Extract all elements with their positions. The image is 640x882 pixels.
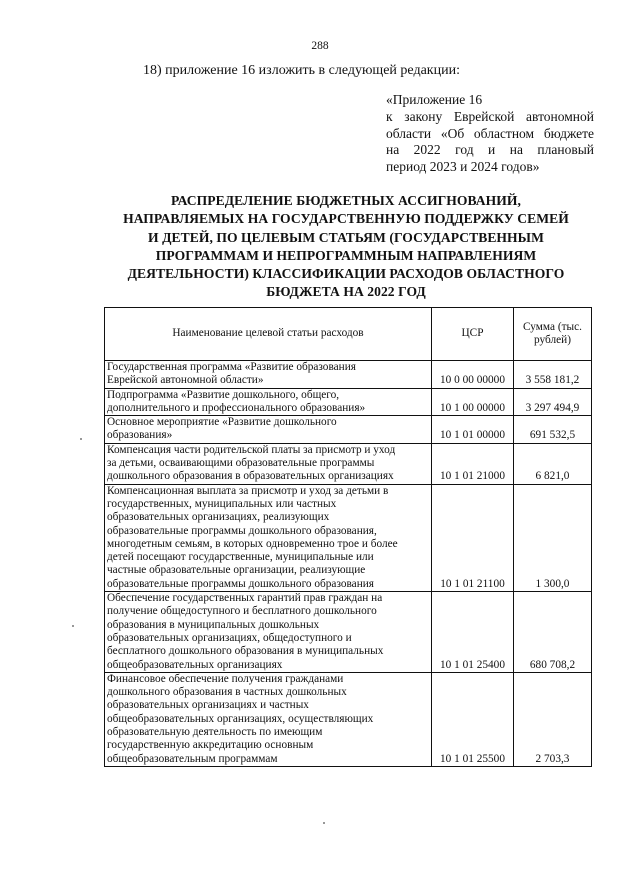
row-name-line: образования»	[107, 429, 173, 442]
table-row	[105, 361, 592, 389]
row-sum: 1 300,0	[514, 484, 592, 591]
row-name-line: общеобразовательным программам	[107, 752, 278, 765]
row-name-line: образовательные программы дошкольного образования	[107, 577, 374, 590]
row-name-line: Государственная программа «Развитие образования	[107, 361, 356, 373]
row-name-line: Компенсационная выплата за присмотр и уход за детьми в	[107, 484, 389, 497]
row-csr: 10 1 00 00000	[432, 388, 514, 416]
row-name-line: Финансовое обеспечение получения гражданами	[107, 672, 344, 685]
row-name	[105, 361, 432, 389]
row-name-line: Еврейской автономной области»	[107, 374, 264, 387]
row-name-line: бесплатного дошкольного образования в муниципальных	[107, 645, 384, 658]
row-name-line: Компенсация части родительской платы за присмотр и уход	[107, 443, 396, 456]
row-name-line: Обеспечение государственных гарантий прав граждан на	[107, 592, 383, 605]
row-name-line: дополнительного и профессионального образования»	[107, 401, 366, 414]
row-name-line: образовательных организациях, реализующих	[107, 511, 330, 524]
row-name	[105, 592, 432, 673]
row-csr: 10 1 01 21000	[432, 443, 514, 484]
table-header-row	[105, 308, 592, 361]
header-csr: ЦСР	[432, 308, 514, 361]
row-name-line: общеобразовательных организациях	[107, 658, 283, 671]
scan-speck	[323, 822, 325, 824]
row-sum: 3 297 494,9	[514, 388, 592, 416]
appendix-line: области «Об областном бюджете	[386, 125, 594, 141]
page-number: 288	[311, 40, 329, 52]
row-name	[105, 484, 432, 591]
budget-table	[104, 307, 592, 767]
row-sum: 6 821,0	[514, 443, 592, 484]
row-name-line: многодетным семьям, в которых одновременно трое и более	[107, 537, 398, 550]
row-name-line: государственную аккредитацию основным	[107, 739, 314, 752]
row-sum: 2 703,3	[514, 672, 592, 766]
title-line: ПРОГРАММАМ И НЕПРОГРАММНЫМ НАПРАВЛЕНИЯМ	[155, 247, 537, 263]
row-csr: 10 1 01 25400	[432, 592, 514, 673]
row-name	[105, 672, 432, 766]
table-row	[105, 672, 592, 766]
row-name-line: получение общедоступного и бесплатного дошкольного	[107, 605, 377, 618]
table-body	[105, 361, 592, 767]
row-name-line: Подпрограмма «Развитие дошкольного, общего,	[107, 388, 340, 401]
title-line: РАСПРЕДЕЛЕНИЕ БЮДЖЕТНЫХ АССИГНОВАНИЙ,	[171, 193, 521, 208]
table-row	[105, 416, 592, 444]
row-name-line: образования в муниципальных дошкольных	[107, 618, 320, 631]
row-name-line: частные образовательные организации, реализующие	[107, 564, 366, 577]
row-name-line: общеобразовательных организациях, осуществляющих	[107, 712, 374, 725]
row-sum: 680 708,2	[514, 592, 592, 673]
row-name-line: детей посещают государственные, муниципальные или	[107, 551, 374, 564]
row-csr: 10 1 01 21100	[432, 484, 514, 591]
row-name-line: Основное мероприятие «Развитие дошкольного	[107, 416, 337, 429]
row-name-line: государственных, муниципальных или частных	[107, 497, 337, 510]
scan-speck	[80, 438, 82, 440]
row-csr: 10 0 00 00000	[432, 361, 514, 389]
table-row	[105, 388, 592, 416]
row-name-line: дошкольного образования в частных дошкольных	[107, 686, 347, 699]
title-line: И ДЕТЕЙ, ПО ЦЕЛЕВЫМ СТАТЬЯМ (ГОСУДАРСТВЕННЫМ	[148, 229, 544, 245]
row-sum: 691 532,5	[514, 416, 592, 444]
row-csr: 10 1 01 25500	[432, 672, 514, 766]
title-line: ДЕЯТЕЛЬНОСТИ) КЛАССИФИКАЦИИ РАСХОДОВ ОБЛАСТНОГО	[127, 266, 565, 282]
row-name-line: образовательные программы дошкольного образования,	[107, 524, 377, 537]
row-name-line: образовательных организациях и частных	[107, 699, 309, 712]
appendix-line: «Приложение 16	[386, 92, 483, 107]
table-row	[105, 443, 592, 484]
row-name-line: дошкольного образования в образовательных организациях	[107, 470, 394, 483]
row-name-line: образовательных организациях, общедоступного и	[107, 631, 352, 644]
row-name	[105, 416, 432, 444]
header-sum-line: рублей)	[534, 334, 571, 346]
appendix-line: на 2022 год и на плановый	[386, 142, 594, 158]
title-line: НАПРАВЛЯЕМЫХ НА ГОСУДАРСТВЕННУЮ ПОДДЕРЖКУ СЕМЕЙ	[123, 211, 569, 227]
row-csr: 10 1 01 00000	[432, 416, 514, 444]
row-name-line: за детьми, осваивающими образовательные программы	[107, 457, 375, 470]
document-title	[98, 192, 594, 302]
header-sum	[514, 308, 592, 361]
amendment-intro: 18) приложение 16 изложить в следующей редакции:	[143, 63, 460, 78]
table-row	[105, 592, 592, 673]
header-name: Наименование целевой статьи расходов	[105, 308, 432, 361]
row-name	[105, 388, 432, 416]
table-row	[105, 484, 592, 591]
row-name	[105, 443, 432, 484]
row-name-line: образовательную деятельность по имеющим	[107, 726, 323, 739]
scan-speck	[72, 625, 74, 627]
appendix-line: к закону Еврейской автономной	[386, 108, 594, 124]
title-line: БЮДЖЕТА НА 2022 ГОД	[266, 284, 426, 300]
header-sum-line: Сумма (тыс.	[523, 320, 582, 333]
appendix-line: период 2023 и 2024 годов»	[386, 159, 540, 175]
appendix-reference	[386, 92, 594, 176]
row-sum: 3 558 181,2	[514, 361, 592, 389]
